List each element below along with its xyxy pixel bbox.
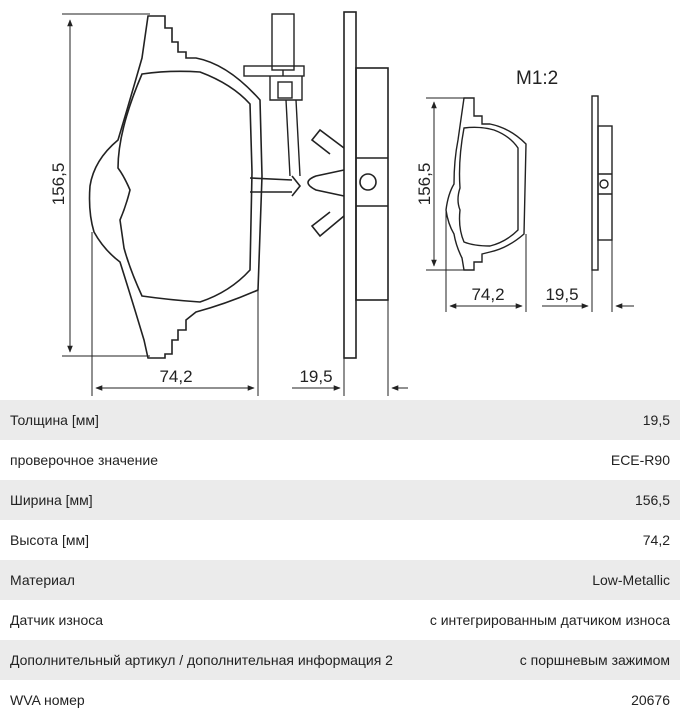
spec-label: проверочное значение	[10, 452, 159, 468]
spec-value: ECE-R90	[610, 452, 670, 468]
spec-label: Ширина [мм]	[10, 492, 93, 508]
spec-value: Low-Metallic	[592, 572, 670, 588]
spec-row-additional-info	[0, 640, 680, 680]
small-width-value: 74,2	[471, 285, 505, 304]
large-height-value: 156,5	[49, 162, 68, 206]
spec-row-wva-number	[0, 680, 680, 720]
wear-sensor	[244, 14, 304, 176]
large-height-dimension	[62, 14, 150, 356]
spec-value: 156,5	[634, 492, 670, 508]
spec-value: 74,2	[642, 532, 670, 548]
large-pad-side-view	[308, 12, 388, 358]
spec-value: 19,5	[642, 412, 670, 428]
spec-value: с интегрированным датчиком износа	[429, 612, 670, 628]
spec-label: Материал	[10, 572, 75, 588]
spec-value: с поршневым зажимом	[519, 652, 670, 668]
spec-label: Датчик износа	[10, 612, 104, 628]
spec-label: Толщина [мм]	[10, 412, 99, 428]
spec-label: WVA номер	[10, 692, 85, 708]
spec-label: Высота [мм]	[10, 532, 89, 548]
spec-row-wear-sensor	[0, 600, 680, 640]
large-width-value: 74,2	[159, 367, 193, 386]
spec-row-thickness	[0, 400, 680, 440]
small-pad-side-view	[592, 96, 612, 270]
large-thickness-value: 19,5	[299, 367, 333, 386]
small-thickness-value: 19,5	[545, 285, 579, 304]
large-pad-front-view	[90, 16, 301, 358]
spec-label: Дополнительный артикул / дополнительная информация 2	[10, 652, 393, 668]
spec-row-material	[0, 560, 680, 600]
spec-row-width	[0, 480, 680, 520]
small-height-value: 156,5	[415, 162, 434, 206]
specifications-table	[0, 400, 680, 720]
spec-row-test-value	[0, 440, 680, 480]
spec-row-height	[0, 520, 680, 560]
spec-value: 20676	[631, 692, 670, 708]
scale-label: M1:2	[516, 68, 559, 89]
small-pad-front-view	[446, 98, 526, 270]
